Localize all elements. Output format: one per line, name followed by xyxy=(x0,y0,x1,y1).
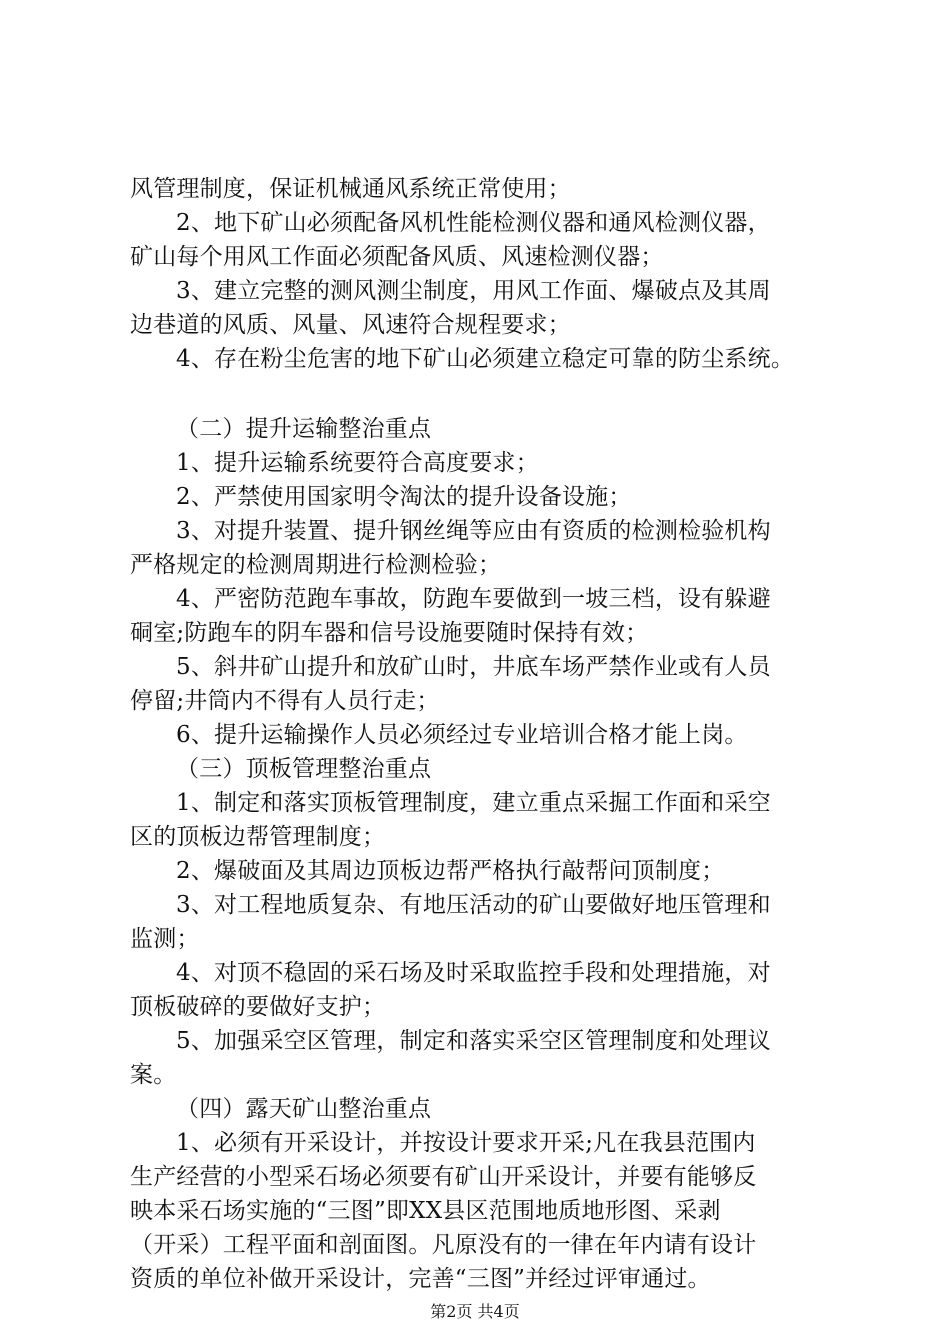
section-heading: （二）提升运输整治重点 xyxy=(176,416,432,442)
paragraph-spacer xyxy=(130,376,830,412)
page-number-footer: 第2页 共4页 xyxy=(430,1302,520,1321)
paragraph-line: 2、严禁使用国家明令淘汰的提升设备设施； xyxy=(176,484,632,510)
paragraph-line: 6、提升运输操作人员必须经过专业培训合格才能上岗。 xyxy=(176,722,748,748)
paragraph-line: 1、提升运输系统要符合高度要求； xyxy=(176,450,539,476)
paragraph-line: 4、存在粉尘危害的地下矿山必须建立稳定可靠的防尘系统。 xyxy=(176,346,795,372)
paragraph-line: 停留;井筒内不得有人员行走； xyxy=(130,688,440,714)
paragraph-line: 3、对提升装置、提升钢丝绳等应由有资质的检测检验机构 xyxy=(176,518,771,544)
paragraph-line: 边巷道的风质、风量、风速符合规程要求； xyxy=(130,312,571,338)
paragraph-line: 3、对工程地质复杂、有地压活动的矿山要做好地压管理和 xyxy=(176,892,771,918)
paragraph-line: 资质的单位补做开采设计，完善“三图”并经过评审通过。 xyxy=(130,1266,711,1292)
paragraph-line: 1、必须有开采设计，并按设计要求开采;凡在我县范围内 xyxy=(176,1130,756,1156)
document-body xyxy=(130,172,830,1296)
paragraph-line: 5、加强采空区管理，制定和落实采空区管理制度和处理议 xyxy=(176,1028,771,1054)
section-heading: （三）顶板管理整治重点 xyxy=(176,756,432,782)
paragraph-line: 2、地下矿山必须配备风机性能检测仪器和通风检测仪器， xyxy=(176,210,771,236)
paragraph-line: （开采）工程平面和剖面图。凡原没有的一律在年内请有设计 xyxy=(130,1232,757,1258)
section-heading: （四）露天矿山整治重点 xyxy=(176,1096,432,1122)
paragraph-line: 4、严密防范跑车事故，防跑车要做到一坡三档，设有躲避 xyxy=(176,586,771,612)
paragraph-line: 严格规定的检测周期进行检测检验； xyxy=(130,552,502,578)
paragraph-line: 风管理制度，保证机械通风系统正常使用； xyxy=(130,176,571,202)
paragraph-line: 3、建立完整的测风测尘制度，用风工作面、爆破点及其周 xyxy=(176,278,771,304)
paragraph-line: 2、爆破面及其周边顶板边帮严格执行敲帮问顶制度； xyxy=(176,858,725,884)
paragraph-line: 顶板破碎的要做好支护； xyxy=(130,994,386,1020)
paragraph-line: 区的顶板边帮管理制度； xyxy=(130,824,386,850)
paragraph-line: 5、斜井矿山提升和放矿山时，井底车场严禁作业或有人员 xyxy=(176,654,771,680)
paragraph-line: 矿山每个用风工作面必须配备风质、风速检测仪器； xyxy=(130,244,664,270)
paragraph-line: 案。 xyxy=(130,1062,177,1088)
paragraph-line: 映本采石场实施的“三图”即XX县区范围地质地形图、采剥 xyxy=(130,1198,721,1224)
paragraph-line: 生产经营的小型采石场必须要有矿山开采设计，并要有能够反 xyxy=(130,1164,757,1190)
paragraph-line: 硐室;防跑车的阴车器和信号设施要随时保持有效； xyxy=(130,620,649,646)
paragraph-line: 1、制定和落实顶板管理制度，建立重点采掘工作面和采空 xyxy=(176,790,771,816)
paragraph-line: 4、对顶不稳固的采石场及时采取监控手段和处理措施，对 xyxy=(176,960,771,986)
paragraph-line: 监测； xyxy=(130,926,200,952)
